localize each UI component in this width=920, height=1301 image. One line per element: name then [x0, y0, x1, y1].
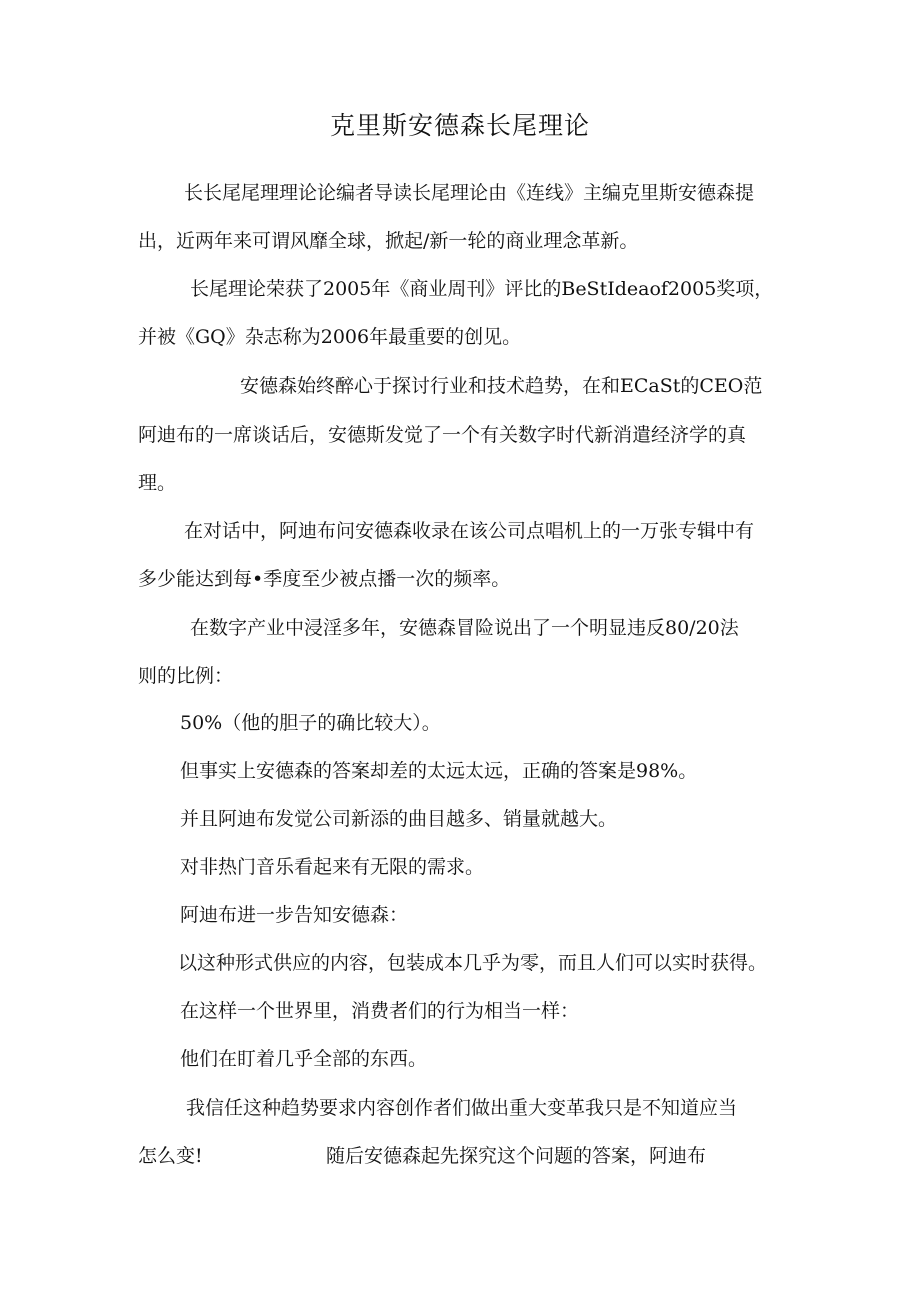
paragraph-line: 在对话中，阿迪布问安德森收录在该公司点唱机上的一万张专辑中有 — [184, 520, 755, 542]
paragraph-line: 对非热门音乐看起来有无限的需求。 — [180, 856, 485, 878]
paragraph-line: 长尾理论荣获了2005年《商业周刊》评比的BeStIdeaof2005奖项， — [190, 278, 774, 300]
paragraph-line: 50%（他的胆子的确比较大）。 — [180, 712, 441, 734]
paragraph-line: 出，近两年来可谓风靡全球，掀起/新一轮的商业理念革新。 — [138, 230, 639, 252]
paragraph-line: 并且阿迪布发觉公司新添的曲目越多、销量就越大。 — [180, 808, 618, 830]
paragraph-line: 长长尾尾理理论论编者导读长尾理论由《连线》主编克里斯安德森提 — [184, 182, 755, 204]
paragraph-line: 阿迪布进一步告知安德森： — [180, 904, 409, 926]
paragraph-line: 则的比例： — [138, 665, 234, 687]
paragraph-line: 并被《GQ》杂志称为2006年最重要的创见。 — [138, 326, 522, 348]
paragraph-line: 他们在盯着几乎全部的东西。 — [180, 1048, 428, 1070]
paragraph-line: 理。 — [138, 472, 177, 494]
paragraph-line: 我信任这种趋势要求内容创作者们做出重大变革我只是不知道应当 — [186, 1097, 738, 1119]
paragraph-line: 随后安德森起先探究这个问题的答案，阿迪布 — [326, 1145, 707, 1167]
paragraph-line: 多少能达到每•季度至少被点播一次的频率。 — [138, 568, 511, 590]
paragraph-line: 以这种形式供应的内容，包装成本几乎为零，而且人们可以实时获得。 — [178, 952, 768, 974]
paragraph-line: 但事实上安德森的答案却差的太远太远，正确的答案是98%。 — [180, 760, 698, 782]
paragraph-line: 怎么变! — [138, 1145, 203, 1167]
paragraph-line: 安德森始终醉心于探讨行业和技术趋势，在和ECaSt的CEO范 — [240, 375, 763, 397]
paragraph-line: 在数字产业中浸淫多年，安德森冒险说出了一个明显违反80/20法 — [190, 617, 739, 639]
paragraph-line: 在这样一个世界里，消费者们的行为相当一样： — [180, 1000, 580, 1022]
document-title: 克里斯安德森长尾理论 — [329, 111, 590, 140]
paragraph-line: 阿迪布的一席谈话后，安德斯发觉了一个有关数字时代新消遣经济学的真 — [138, 424, 747, 446]
